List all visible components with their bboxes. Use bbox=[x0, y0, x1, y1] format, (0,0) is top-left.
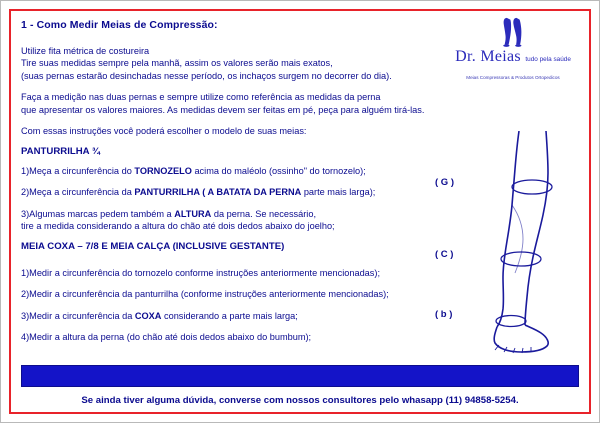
intro-p2-line1: Faça a medição nas duas pernas e sempre utilize como referência as medidas da perna bbox=[21, 92, 381, 103]
legs-logo-icon bbox=[493, 17, 533, 47]
section-2-item-1 bbox=[21, 267, 471, 279]
marker-c-label: ( C ) bbox=[435, 249, 454, 260]
leg-measurement-diagram bbox=[433, 131, 583, 361]
section-1-heading: PANTURRILHA ¾ bbox=[21, 146, 100, 158]
section-2-item-3-text: Medir a circunferência da COXA considerando a parte mais larga; bbox=[29, 310, 298, 321]
blue-divider-band bbox=[21, 365, 579, 387]
section-1-item-3-number: 3) bbox=[21, 208, 30, 219]
section-2-item-3 bbox=[21, 310, 471, 322]
intro-p2-line2: que apresentar os valores maiores. As medidas devem ser feitas em pé, peça para alguém tirá-las. bbox=[21, 104, 425, 115]
section-1-item-3-text-line2: tire a medida considerando a altura do chão até dois dedos abaixo do joelho; bbox=[21, 221, 335, 232]
intro-paragraph-2 bbox=[21, 91, 471, 116]
instructions-column bbox=[21, 45, 471, 353]
section-1-item-3 bbox=[21, 208, 471, 233]
intro-p1-line3: (suas pernas estarão desinchadas nesse período, os inchaços surgem no decorrer do dia). bbox=[21, 70, 392, 81]
section-1-item-2-text: Meça a circunferência da PANTURRILHA ( A BATATA DA PERNA parte mais larga); bbox=[29, 187, 376, 198]
marker-b-label: ( b ) bbox=[435, 309, 453, 320]
page-title: 1 - Como Medir Meias de Compressão: bbox=[21, 19, 218, 31]
logo-tagline: tudo pela saúde bbox=[525, 56, 571, 63]
section-2-heading: MEIA COXA – 7/8 E MEIA CALÇA (INCLUSIVE GESTANTE) bbox=[21, 241, 285, 253]
section-2-item-4-number: 4) bbox=[21, 332, 30, 343]
section-1-item-1-number: 1) bbox=[21, 165, 30, 176]
intro-p3-line1: Com essas instruções você poderá escolher o modelo de suas meias: bbox=[21, 126, 307, 137]
section-1-item-1-text: Meça a circunferência do TORNOZELO acima do maléolo (ossinho" do tornozelo); bbox=[29, 165, 366, 176]
section-2-item-4-text: Medir a altura da perna (do chão até dois dedos abaixo do bumbum); bbox=[29, 332, 312, 343]
section-2-item-1-text: Medir a circunferência do tornozelo conforme instruções anteriormente mencionadas); bbox=[29, 267, 381, 278]
marker-g-label: ( G ) bbox=[435, 177, 454, 188]
section-2-item-4 bbox=[21, 331, 471, 343]
footer-contact-text: Se ainda tiver alguma dúvida, converse com nossos consultores pelo whasapp (11) 94858-5254. bbox=[81, 395, 519, 406]
intro-p1-line2: Tire suas medidas sempre pela manhã, assim os valores serão mais exatos, bbox=[21, 58, 333, 69]
section-2-item-1-number: 1) bbox=[21, 267, 30, 278]
logo-subline: Meias Compressoras & Produtos Ortopedicos bbox=[466, 75, 560, 80]
section-2-item-2-number: 2) bbox=[21, 289, 30, 300]
intro-p1-line1: Utilize fita métrica de costureira bbox=[21, 46, 150, 56]
logo-name: Dr. Meias bbox=[455, 48, 521, 65]
section-1-item-1 bbox=[21, 165, 471, 177]
intro-paragraph-3 bbox=[21, 125, 471, 137]
section-1-item-3-text-line1: Algumas marcas pedem também a ALTURA da perna. Se necessário, bbox=[29, 208, 316, 219]
document-content bbox=[11, 11, 589, 412]
section-2-item-2 bbox=[21, 288, 471, 300]
section-2-item-3-number: 3) bbox=[21, 310, 30, 321]
section-2-item-2-text: Medir a circunferência da panturrilha (conforme instruções anteriormente mencionadas); bbox=[29, 289, 389, 300]
section-1-item-2 bbox=[21, 186, 471, 198]
leg-illustration-icon bbox=[433, 131, 583, 361]
intro-paragraph-1 bbox=[21, 45, 471, 82]
section-1-item-2-number: 2) bbox=[21, 187, 30, 198]
